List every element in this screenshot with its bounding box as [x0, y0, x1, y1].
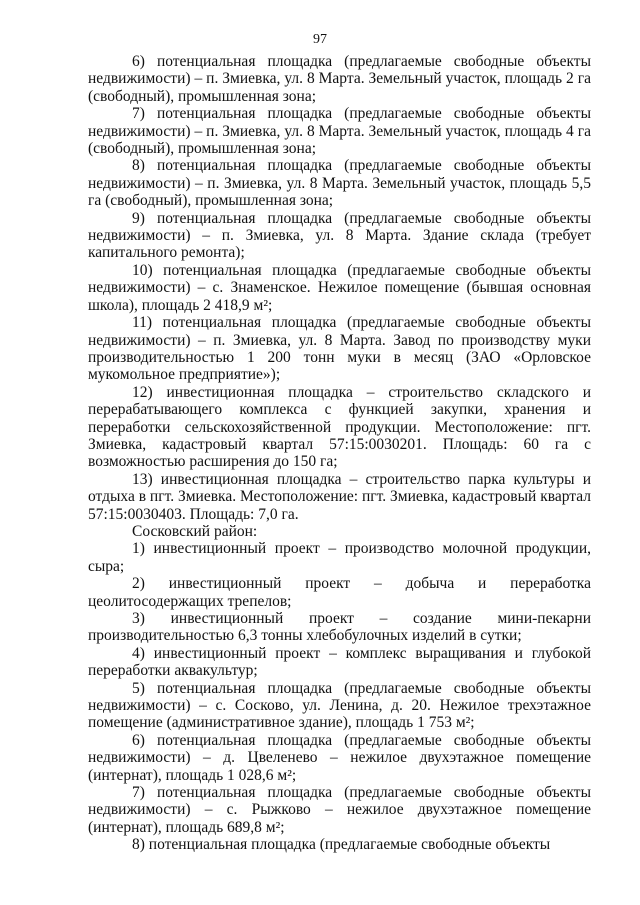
paragraph: 9) потенциальная площадка (предлагаемые свободные объекты недвижимости) – п. Змиевка, ул. 8 Марта. Здание склада (требует капитального ремонта);: [88, 209, 591, 262]
paragraph: 1) инвестиционный проект – производство молочной продукции, сыра;: [88, 540, 591, 575]
paragraph: 4) инвестиционный проект – комплекс выращивания и глубокой переработки аквакультур;: [88, 644, 591, 680]
paragraph: 2) инвестиционный проект – добыча и переработка цеолитосодержащих трепелов;: [88, 575, 591, 610]
paragraph: 7) потенциальная площадка (предлагаемые свободные объекты недвижимости) – п. Змиевка, ул. 8 Марта. Земельный участок, площадь 4 га (свободный), промышленная зона;: [88, 105, 591, 158]
paragraph: 7) потенциальная площадка (предлагаемые свободные объекты недвижимости) – с. Рыжково – нежилое двухэтажное помещение (интернат), площадь 689,8 м²;: [88, 784, 591, 836]
section-heading: Сосковский район:: [132, 522, 258, 540]
paragraph: 6) потенциальная площадка (предлагаемые свободные объекты недвижимости) – п. Змиевка, ул. 8 Марта. Земельный участок, площадь 2 га (свободный), промышленная зона;: [88, 53, 591, 105]
paragraph: 13) инвестиционная площадка – строительство парка культуры и отдыха в пгт. Змиевка. Местоположение: пгт. Змиевка, кадастровый квартал 57:15:0030403. Площадь: 7,0 га.: [88, 470, 591, 523]
paragraph: 10) потенциальная площадка (предлагаемые свободные объекты недвижимости) – с. Знаменское. Нежилое помещение (бывшая основная школа), площадь 2 418,9 м²;: [88, 261, 591, 314]
paragraph: 11) потенциальная площадка (предлагаемые свободные объекты недвижимости) – п. Змиевка, ул. 8 Марта. Завод по производству муки производительностью 1 200 тонн муки в месяц (ЗАО «Орловское мукомольное предприятие»);: [88, 314, 591, 384]
page-number: 97: [313, 32, 327, 47]
paragraph: 12) инвестиционная площадка – строительство складского и перерабатывающего комплекса с функцией закупки, хранения и переработки сельскохозяйственной продукции. Местоположение: пгт. Змиевка, кадастровый квартал 57:15:0030201. Площадь: 60 га с возможностью расширения до 150 га;: [88, 383, 591, 471]
document-body: [88, 53, 591, 854]
paragraph: 5) потенциальная площадка (предлагаемые свободные объекты недвижимости) – с. Сосково, ул. Ленина, д. 20. Нежилое трехэтажное помещение (административное здание), площадь 1 753 м²;: [88, 679, 591, 732]
paragraph: 8) потенциальная площадка (предлагаемые свободные объекты: [132, 836, 551, 854]
paragraph: 8) потенциальная площадка (предлагаемые свободные объекты недвижимости) – п. Змиевка, ул. 8 Марта. Земельный участок, площадь 5,5 га (свободный), промышленная зона;: [88, 157, 591, 210]
paragraph: 3) инвестиционный проект – создание мини-пекарни производительностью 6,3 тонны хлебобулочных изделий в сутки;: [88, 610, 591, 645]
paragraph: 6) потенциальная площадка (предлагаемые свободные объекты недвижимости) – д. Цвеленево – нежилое двухэтажное помещение (интернат), площадь 1 028,6 м²;: [88, 731, 591, 784]
